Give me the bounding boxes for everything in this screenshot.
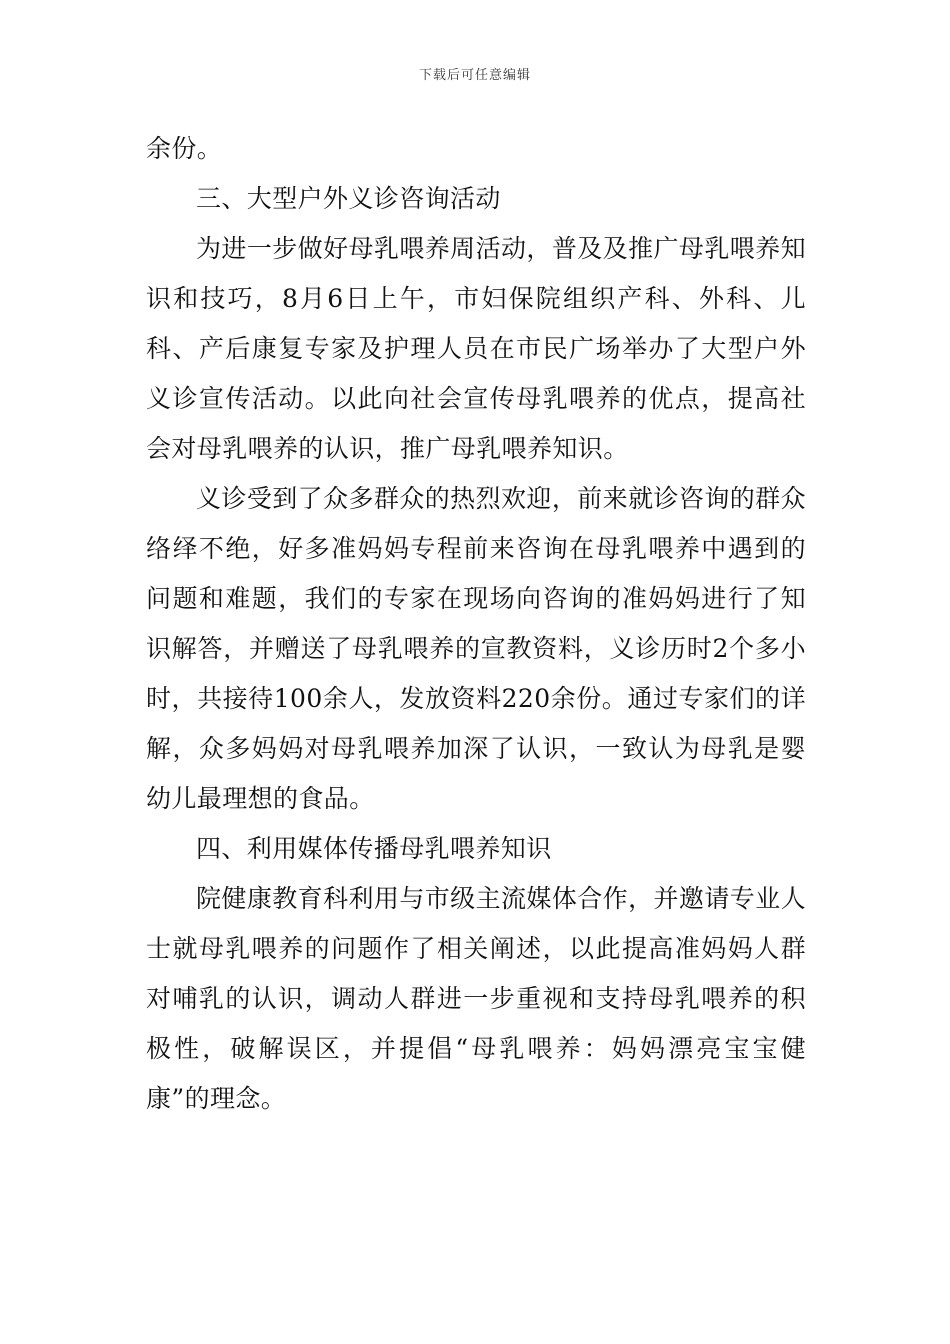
- document-body: [146, 124, 806, 1124]
- page-header: 下载后可任意编辑: [418, 68, 531, 83]
- paragraph-continuation: 余份。: [146, 134, 223, 163]
- section-heading-3: 三、大型户外义诊咨询活动: [196, 184, 501, 213]
- paragraph-media: 院健康教育科利用与市级主流媒体合作，并邀请专业人士就母乳喂养的问题作了相关阐述，以此提高准妈妈人群对哺乳的认识，调动人群进一步重视和支持母乳喂养的积极性，破解误区，并提倡“母乳喂养：妈妈漂亮宝宝健康”的理念。: [146, 884, 806, 1113]
- paragraph-clinic-response: 义诊受到了众多群众的热烈欢迎，前来就诊咨询的群众络绎不绝，好多准妈妈专程前来咨询在母乳喂养中遇到的问题和难题，我们的专家在现场向咨询的准妈妈进行了知识解答，并赠送了母乳喂养的宣教资料，义诊历时2个多小时，共接待100余人，发放资料220余份。通过专家们的详解，众多妈妈对母乳喂养加深了认识，一致认为母乳是婴幼儿最理想的食品。: [146, 484, 806, 813]
- section-heading-4: 四、利用媒体传播母乳喂养知识: [196, 834, 552, 863]
- paragraph-clinic-activity: 为进一步做好母乳喂养周活动，普及及推广母乳喂养知识和技巧，8月6日上午，市妇保院组织产科、外科、儿科、产后康复专家及护理人员在市民广场举办了大型户外义诊宣传活动。以此向社会宣传母乳喂养的优点，提高社会对母乳喂养的认识，推广母乳喂养知识。: [146, 234, 806, 463]
